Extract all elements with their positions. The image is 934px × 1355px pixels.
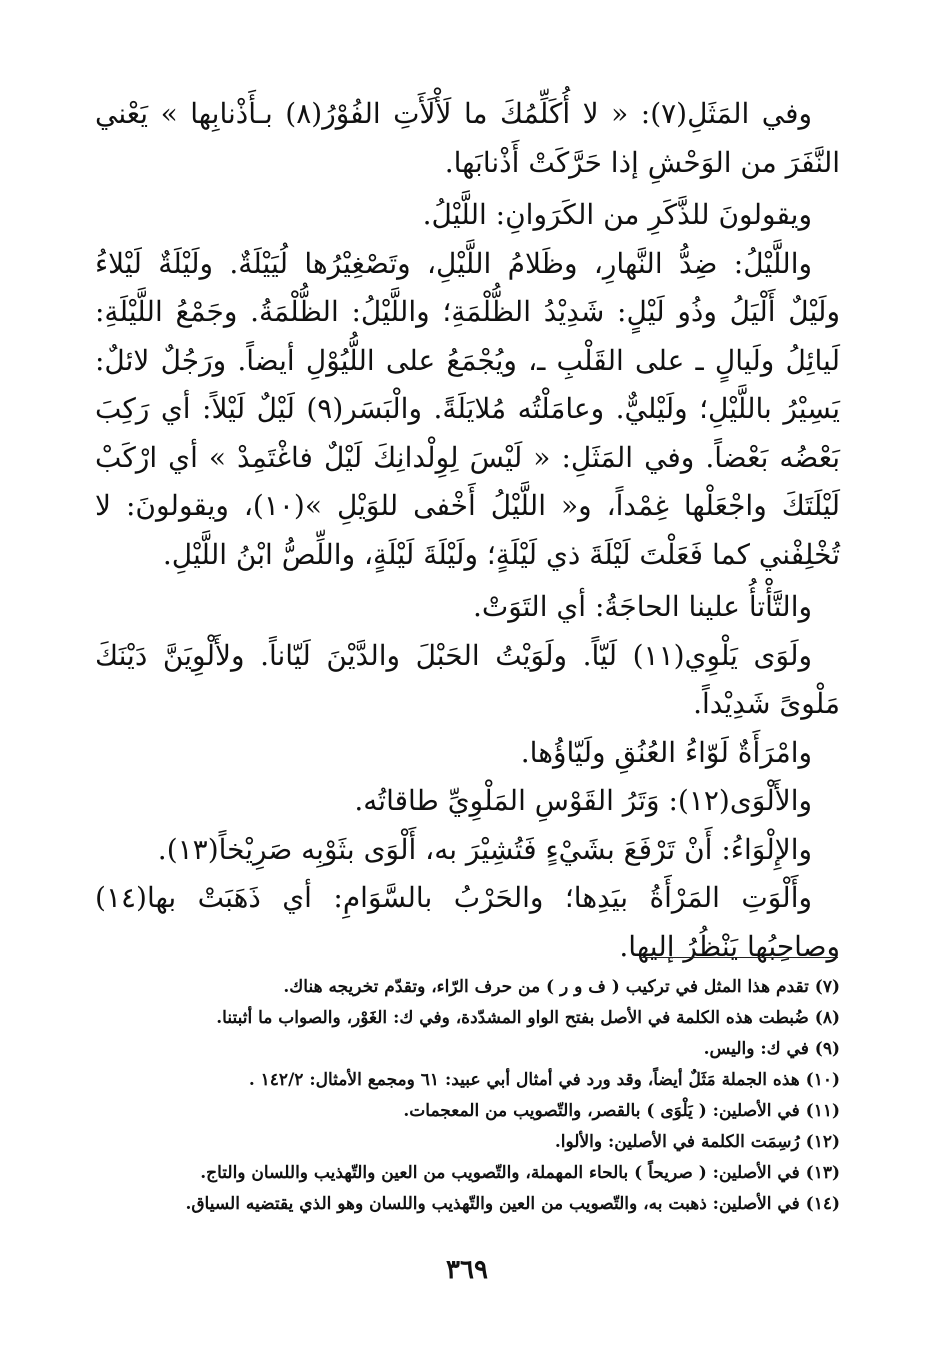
footnote-divider (640, 957, 838, 958)
paragraph-lawa: ولَوَى يَلْوِي(١١) لَيّاً. ولَوَيْتُ الحَبْلَ والدَّيْنَ لَيّاناً. ولأَلْوِيَنَّ دَيْنَكَ مَلْوىً شَدِيْداً. (95, 638, 840, 720)
paragraph-ilwa: والإِلْوَاءُ: أَنْ تَرْفَعَ بشَيْءٍ فَتُشِيْرَ به، أَلْوَى بثَوْبِه صَرِيْخاً(١٣). (157, 832, 812, 866)
page-number: ٣٦٩ (446, 1255, 488, 1285)
paragraph-alwa: والأَلْوَى(١٢): وَتَرُ القَوْسِ المَلْوِيِّ طاقاتُه. (354, 784, 812, 817)
footnote-14: (١٤) في الأصلين: ذهبت به، والتّصويب من العين والتّهذيب واللسان وهو الذي يقتضيه السياق. (185, 1194, 840, 1214)
paragraph-mathal-fur: وفي المَثَلِ(٧): « لا أُكَلِّمُكَ ما لَأْلَأَتِ الفُوْرُ(٨) بـأَذْنابِها » يَعْني النَّفَرَ من الوَحْشِ إذا حَرَّكَتْ أَذْنابَها. (95, 97, 840, 179)
footnote-12: (١٢) رُسِمَت الكلمة في الأصلين: والألوا. (554, 1132, 840, 1152)
footnote-13: (١٣) في الأصلين: ( صريحاً ) بالحاء المهملة، والتّصويب من العين والتّهذيب واللسان والتاج. (200, 1163, 840, 1183)
footnote-7: (٧) تقدم هذا المثل في تركيب ( ف و ر ) من حرف الرّاء، وتقدّم تخريجه هناك. (283, 977, 840, 997)
footnotes (95, 972, 840, 1220)
paragraph-layl: واللَّيْلُ: ضِدُّ النَّهارِ، وظَلامُ اللَّيْلِ، وتَصْغِيْرُها لُيَيْلَةٌ. ولَيْلَةٌ لَيْلاءُ ولَيْلٌ أَلْيَلُ وذُو لَيْلٍ: شَدِيْدُ الظُّلْمَةِ؛ واللَّيْلُ: الظُّلْمَةُ. وجَمْعُ اللَّيْلَةِ: لَيائِلُ ولَيالٍ ـ على القَلْبِ ـ، ويُجْمَعُ على اللُّيُوْلِ أيضاً. ورَجُلٌ لائلٌ: يَسِيْرُ باللَّيْلِ؛ ولَيْليٌّ. وعامَلْتُه مُلايَلَةً. والْبَسَر(٩) لَيْلٌ لَيْلاً: أي رَكِبَ بَعْضُه بَعْضاً. وفي المَثَلِ: « لَيْسَ لِوِلْدانِكَ لَيْلٌ فاغْتَمِدْ » أي ارْكَبْ لَيْلَتَكَ واجْعَلْها غِمْداً، و« اللَّيْلُ أَخْفى للوَيْلِ »(١٠)، ويقولونَ: لا تُخْلِفْني كما فَعَلْتَ لَيْلَةَ ذي لَيْلَةٍ؛ ولَيْلَةَ لَيْلَةٍ، واللِّصُّ ابْنُ اللَّيْلِ. (95, 246, 841, 571)
footnote-9: (٩) في ك: واليس. (703, 1039, 840, 1059)
paragraph-alwat: وأَلْوَتِ المَرْأَةُ بيَدِها؛ والحَرْبُ بالسَّوَامِ: أي ذَهَبَتْ بها(١٤) وصاحِبُها يَنْظُرُ إليها. (95, 881, 840, 963)
paragraph-karawan: ويقولونَ للذَّكَرِ من الكَرَوانِ: اللَّيْلُ. (422, 198, 812, 231)
paragraph-imraa: وامْرَأَةٌ لَوّاءُ العُنُقِ ولَيّاؤُها. (520, 735, 812, 769)
footnote-10: (١٠) هذه الجملة مَثَلٌ أيضاً، وقد ورد في أمثال أبي عبيد: ٦١ ومجمع الأمثال: ١٤٢/٢ . (248, 1070, 840, 1090)
main-text (95, 90, 840, 971)
footnote-11: (١١) في الأصلين: ( يَلْوَى ) بالقصر، والتّصويب من المعجمات. (403, 1101, 840, 1121)
footnote-8: (٨) ضُبطت هذه الكلمة في الأصل بفتح الواو المشدّدة، وفي ك: الغَوْر، والصواب ما أثبتنا. (216, 1008, 840, 1028)
paragraph-tatat: والتَّأْتأُ علينا الحاجَةُ: أي التَوَتْ. (473, 590, 812, 623)
